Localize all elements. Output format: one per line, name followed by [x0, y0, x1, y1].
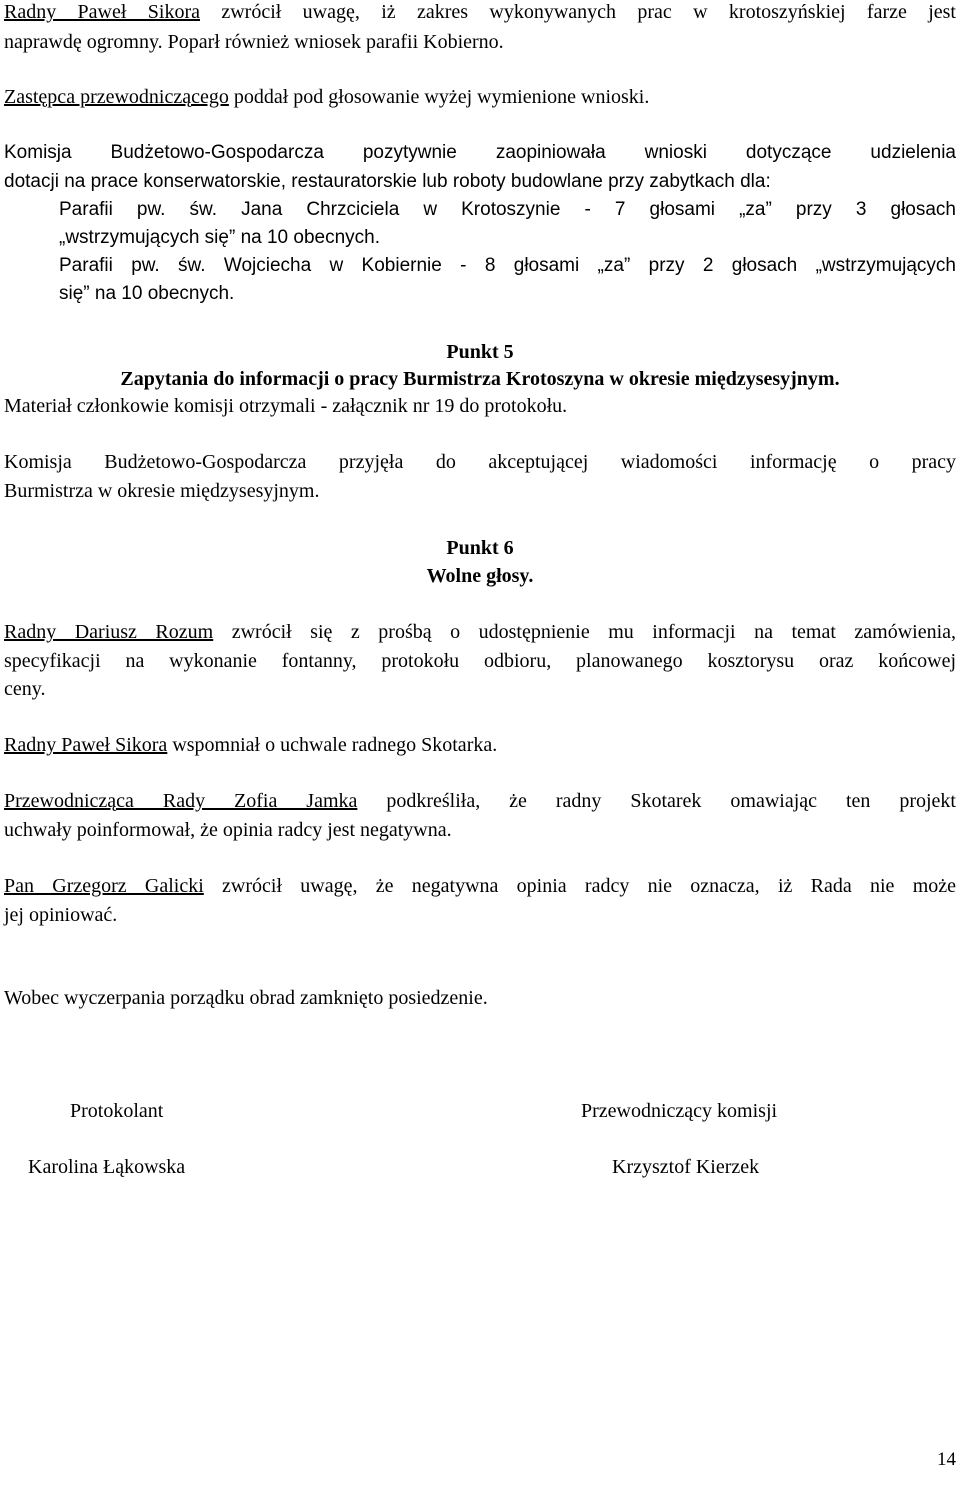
paragraph-sikora-2: Radny Paweł Sikora wspomniał o uchwale radnego Skotarka. [4, 734, 498, 756]
paragraph-rozum-line-1: Radny Dariusz Rozum zwrócił się z prośbą o udostępnienie mu informacji na temat zamówienia, [4, 621, 957, 643]
paragraph-vote-intro: Zastępca przewodniczącego poddał pod głosowanie wyżej wymienione wnioski. [4, 86, 650, 108]
list-item-parish-1-line-1: Parafii pw. św. Jana Chrzciciela w Krotoszynie - 7 głosami „za” przy 3 głosach [59, 199, 956, 220]
signature-name-right: Krzysztof Kierzek [612, 1156, 760, 1178]
paragraph-jamka-line-2: uchwały poinformował, że opinia radcy jest negatywna. [4, 819, 452, 841]
list-item-parish-1-line-2: „wstrzymujących się” na 10 obecnych. [59, 227, 381, 248]
speaker-name: Pan Grzegorz Galicki [4, 875, 204, 897]
paragraph-rozum-line-3: ceny. [4, 678, 46, 700]
paragraph-commission-line-2: dotacji na prace konserwatorskie, restauratorskie lub roboty budowlane przy zabytkach dla: [4, 171, 771, 192]
paragraph-rozum-line-2: specyfikacji na wykonanie fontanny, protokołu odbioru, planowanego kosztorysu oraz końcowej [4, 650, 956, 672]
paragraph-sikora-line-2: naprawdę ogromny. Poparł również wniosek parafii Kobierno. [4, 31, 504, 53]
paragraph-galicki-line-2: jej opiniować. [4, 904, 118, 926]
signature-name-left: Karolina Łąkowska [28, 1156, 186, 1178]
speaker-name: Radny Paweł Sikora [4, 734, 168, 756]
paragraph-commission-line-1: Komisja Budżetowo-Gospodarcza pozytywnie zaopiniowała wnioski dotyczące udzielenia [4, 142, 956, 163]
paragraph-acceptance-line-2: Burmistrza w okresie międzysesyjnym. [4, 480, 320, 502]
signature-role-right: Przewodniczący komisji [581, 1100, 778, 1122]
section-title-punkt-5: Zapytania do informacji o pracy Burmistrza Krotoszyna w okresie międzysesyjnym. [120, 368, 840, 390]
closing-statement: Wobec wyczerpania porządku obrad zamknięto posiedzenie. [4, 987, 488, 1009]
list-item-parish-2-line-2: się” na 10 obecnych. [59, 283, 235, 304]
speaker-name: Zastępca przewodniczącego [4, 86, 229, 108]
paragraph-acceptance-line-1: Komisja Budżetowo-Gospodarcza przyjęła do akceptującej wiadomości informację o pracy [4, 451, 956, 473]
speaker-name: Radny Dariusz Rozum [4, 621, 214, 643]
material-note: Materiał członkowie komisji otrzymali - załącznik nr 19 do protokołu. [4, 395, 568, 417]
page-number: 14 [937, 1449, 956, 1470]
signature-role-left: Protokolant [70, 1100, 164, 1122]
paragraph-sikora-line-1: Radny Paweł Sikora zwrócił uwagę, iż zakres wykonywanych prac w krotoszyńskiej farze jest [4, 1, 956, 23]
section-heading-punkt-5: Punkt 5 [446, 341, 514, 363]
paragraph-jamka-line-1: Przewodnicząca Rady Zofia Jamka podkreśliła, że radny Skotarek omawiając ten projekt [4, 790, 956, 812]
section-title-punkt-6: Wolne głosy. [426, 565, 534, 587]
list-item-parish-2-line-1: Parafii pw. św. Wojciecha w Kobiernie - 8 głosami „za” przy 2 głosach „wstrzymujących [59, 255, 956, 276]
speaker-name: Przewodnicząca Rady Zofia Jamka [4, 790, 358, 812]
paragraph-galicki-line-1: Pan Grzegorz Galicki zwrócił uwagę, że negatywna opinia radcy nie oznacza, iż Rada nie może [4, 875, 957, 897]
section-heading-punkt-6: Punkt 6 [446, 537, 514, 559]
speaker-name: Radny Paweł Sikora [4, 1, 200, 23]
